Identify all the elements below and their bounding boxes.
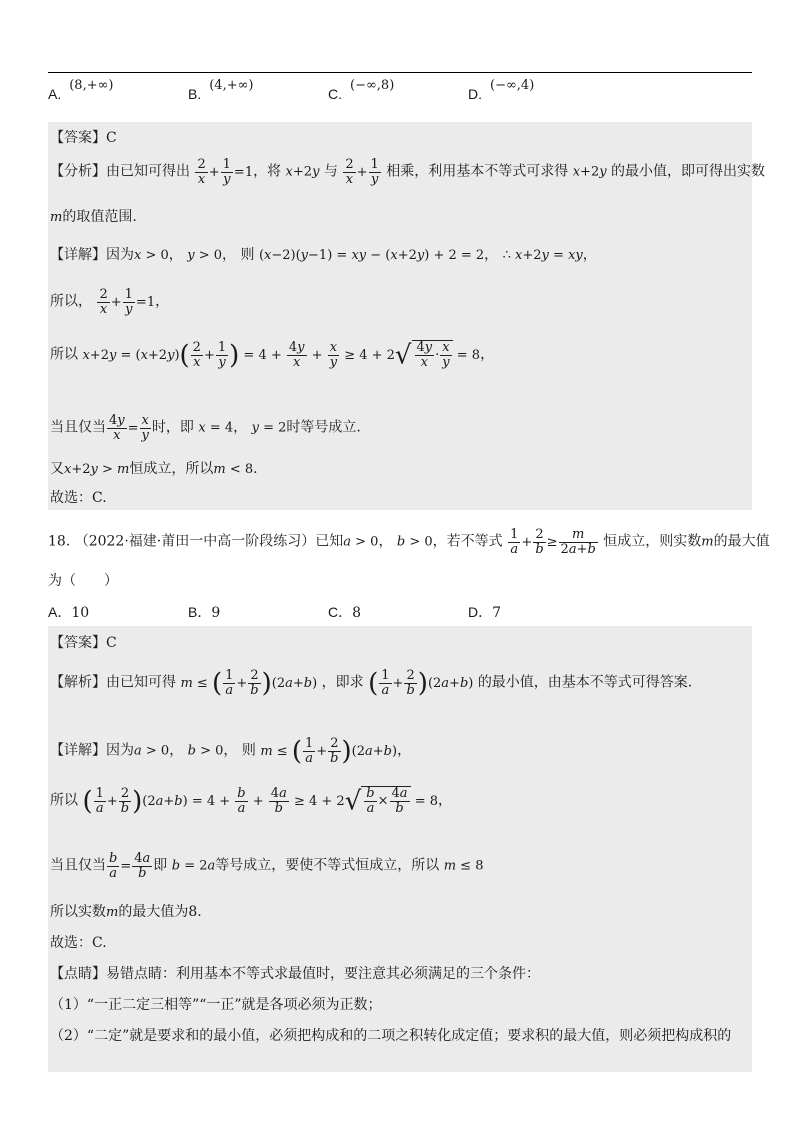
q18-option-c: C．8	[328, 604, 362, 621]
detail-2: 【详解】因为a > 0， b > 0， 则 m ≤ ( $\frac{1}{a}$ + $\frac{2}{b}$ )(2a+b)，	[50, 735, 412, 766]
detail-1-step1: 所以， $\frac{2}{x}$ + $\frac{1}{y}$ =1，	[50, 287, 170, 317]
question-18-stem: 18. （2022·福建·莆田一中高一阶段练习）已知a > 0， b > 0，若不等式 $\frac{1}{a}$ + $\frac{2}{b}$ ≥ $\frac{m}{2a+b}$ 恒成立，则实数m的最大值	[48, 527, 770, 557]
option-b: B.(4,+∞)	[188, 78, 254, 102]
choose-2: 故选：C.	[50, 935, 107, 951]
q18-option-b: B．9	[188, 604, 221, 621]
detail-1-conclusion: 又x+2y > m恒成立，所以m < 8.	[50, 461, 258, 477]
detail-1: 【详解】因为x > 0， y > 0， 则 (x−2)(y−1) = xy − (x+2y) + 2 = 2， ∴ x+2y = xy，	[50, 247, 597, 263]
detail-2-step: 所以 ( $\frac{1}{a}$ + $\frac{2}{b}$ )(2a+b) = 4 + $\frac{b}{a}$ + $\frac{4a}{b}$ ≥ 4 + 2√ $\frac{b}{a}$ × $\frac{4a}{b}$ = 8，	[50, 785, 452, 816]
tip-item-1: （1）“一正二定三相等”“一正”就是各项必须为正数；	[50, 997, 382, 1013]
detail-2-equality: 当且仅当 $\frac{b}{a}$ = $\frac{4a}{b}$ 即 b = 2a等号成立，要使不等式恒成立，所以 m ≤ 8	[50, 851, 484, 881]
option-d: D.(−∞,4)	[468, 78, 535, 102]
question-18-stem-line2: 为（ ）	[48, 573, 118, 589]
analysis-1-line2: m的取值范围.	[50, 209, 137, 225]
choose-1: 故选：C.	[50, 490, 107, 506]
detail-2-max: 所以实数m的最大值为8.	[50, 904, 202, 920]
analysis-1: 【分析】由已知可得出 $\frac{2}{x}$ + $\frac{1}{y}$ =1，将 x+2y 与 $\frac{2}{x}$ + $\frac{1}{y}$ 相乘，利用基本不等式可求得 x+2y 的最小值，即可得出实数	[50, 157, 766, 187]
option-a: A.(8,+∞)	[48, 78, 114, 102]
analysis-2: 【解析】由已知可得 m ≤ ( $\frac{1}{a}$ + $\frac{2}{b}$ )(2a+b) ，即求 ( $\frac{1}{a}$ + $\frac{2}{b}$ )(2a+b) 的最小值，由基本不等式可得答案.	[50, 667, 693, 698]
header-rule	[48, 72, 752, 73]
detail-1-equality: 当且仅当 $\frac{4y}{x}$ = $\frac{x}{y}$ 时，即 x = 4， y = 2时等号成立.	[50, 413, 361, 443]
answer-2: 【答案】C	[50, 635, 117, 651]
q18-option-d: D．7	[468, 604, 502, 621]
q18-option-a: A．10	[48, 604, 90, 621]
tip-heading: 【点睛】易错点睛：利用基本不等式求最值时，要注意其必须满足的三个条件：	[50, 966, 540, 982]
detail-1-step2: 所以 x+2y = (x+2y)( $\frac{2}{x}$ + $\frac{1}{y}$ ) = 4 + $\frac{4y}{x}$ + $\frac{x}{y}$ ≥ 4 + 2√ $\frac{4y}{x}$ · $\frac{x}{y}$ = 8，	[50, 339, 495, 370]
option-c: C.(−∞,8)	[328, 78, 395, 102]
tip-item-2: （2）“二定”就是要求和的最小值，必须把构成和的二项之积转化成定值；要求积的最大值，则必须把构成积的	[50, 1028, 732, 1044]
answer-1: 【答案】C	[50, 130, 117, 146]
